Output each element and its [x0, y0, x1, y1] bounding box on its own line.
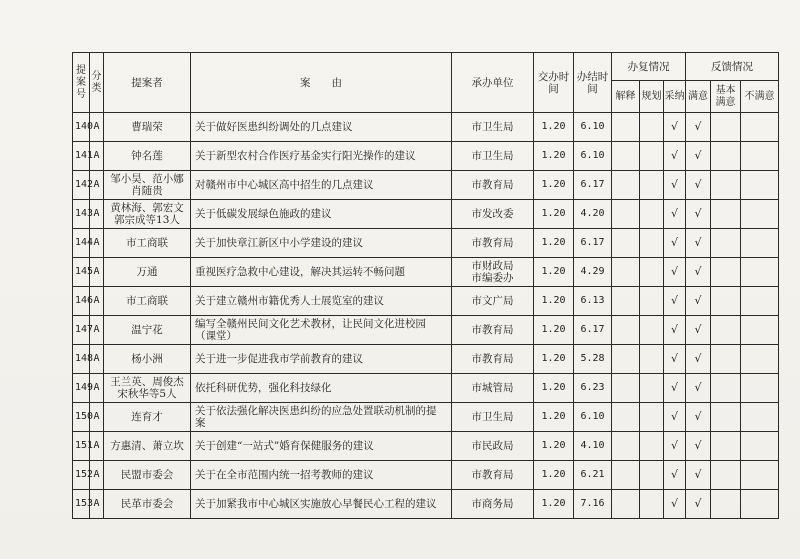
- table-row: [73, 461, 779, 490]
- cell-unit: 市教育局: [452, 229, 534, 258]
- cell-submit-time: 1.20: [534, 200, 574, 229]
- cell-proposer: 方惠清、萧立坎: [104, 432, 191, 461]
- col-header-feedback-basic: 基本满意: [711, 81, 741, 113]
- cell-id: 148: [73, 345, 90, 374]
- cell-reply-explain: [612, 171, 640, 200]
- cell-submit-time: 1.20: [534, 287, 574, 316]
- cell-unit: 市教育局: [452, 171, 534, 200]
- cell-reply-plan: [640, 316, 664, 345]
- cell-finish-time: 6.10: [574, 403, 612, 432]
- col-header-category: 分类: [90, 53, 104, 113]
- cell-reply-explain: [612, 403, 640, 432]
- cell-id: 141: [73, 142, 90, 171]
- cell-feedback-unsatisfied: [741, 171, 779, 200]
- cell-reply-adopt: √: [664, 258, 686, 287]
- cell-finish-time: 5.28: [574, 345, 612, 374]
- cell-submit-time: 1.20: [534, 461, 574, 490]
- cell-feedback-unsatisfied: [741, 229, 779, 258]
- cell-subject: 依托科研优势，强化科技绿化: [191, 374, 452, 403]
- cell-finish-time: 6.17: [574, 229, 612, 258]
- cell-proposer: 民盟市委会: [104, 461, 191, 490]
- table-header: [73, 53, 779, 113]
- cell-submit-time: 1.20: [534, 142, 574, 171]
- cell-category: A: [90, 287, 104, 316]
- cell-subject: 编写全赣州民间文化艺术教材，让民间文化进校园 （课堂）: [191, 316, 452, 345]
- cell-feedback-basic: [711, 345, 741, 374]
- cell-reply-explain: [612, 113, 640, 142]
- cell-finish-time: 6.17: [574, 316, 612, 345]
- cell-subject: 关于加快章江新区中小学建设的建议: [191, 229, 452, 258]
- cell-feedback-satisfied: √: [686, 287, 711, 316]
- cell-submit-time: 1.20: [534, 113, 574, 142]
- cell-category: A: [90, 432, 104, 461]
- cell-reply-plan: [640, 287, 664, 316]
- cell-feedback-basic: [711, 200, 741, 229]
- cell-reply-explain: [612, 200, 640, 229]
- cell-feedback-unsatisfied: [741, 461, 779, 490]
- table-row: [73, 374, 779, 403]
- cell-reply-adopt: √: [664, 403, 686, 432]
- col-header-id: 提案号: [73, 53, 90, 113]
- cell-unit: 市教育局: [452, 461, 534, 490]
- table-row: [73, 171, 779, 200]
- cell-reply-plan: [640, 432, 664, 461]
- cell-id: 152: [73, 461, 90, 490]
- col-header-feedback-satisfied: 满意: [686, 81, 711, 113]
- cell-category: A: [90, 113, 104, 142]
- cell-reply-explain: [612, 287, 640, 316]
- cell-unit: 市卫生局: [452, 403, 534, 432]
- cell-feedback-basic: [711, 403, 741, 432]
- cell-feedback-basic: [711, 490, 741, 519]
- cell-feedback-satisfied: √: [686, 171, 711, 200]
- cell-feedback-satisfied: √: [686, 432, 711, 461]
- table-row: [73, 142, 779, 171]
- cell-category: A: [90, 171, 104, 200]
- cell-reply-plan: [640, 374, 664, 403]
- cell-reply-explain: [612, 432, 640, 461]
- cell-reply-adopt: √: [664, 432, 686, 461]
- cell-finish-time: 4.29: [574, 258, 612, 287]
- cell-feedback-basic: [711, 374, 741, 403]
- cell-proposer: 市工商联: [104, 229, 191, 258]
- cell-subject: 关于建立赣州市籍优秀人士展览室的建议: [191, 287, 452, 316]
- cell-proposer: 邹小昊、范小娜 肖随贵: [104, 171, 191, 200]
- cell-reply-plan: [640, 171, 664, 200]
- cell-feedback-unsatisfied: [741, 490, 779, 519]
- cell-feedback-basic: [711, 113, 741, 142]
- col-header-submit-time: 交办时间: [534, 53, 574, 113]
- cell-feedback-unsatisfied: [741, 345, 779, 374]
- cell-feedback-satisfied: √: [686, 316, 711, 345]
- cell-reply-adopt: √: [664, 200, 686, 229]
- cell-feedback-satisfied: √: [686, 229, 711, 258]
- cell-category: A: [90, 229, 104, 258]
- cell-subject: 关于加紧我市中心城区实施放心早餐民心工程的建议: [191, 490, 452, 519]
- cell-feedback-basic: [711, 461, 741, 490]
- table-body: [73, 113, 779, 519]
- cell-reply-explain: [612, 461, 640, 490]
- cell-feedback-unsatisfied: [741, 200, 779, 229]
- cell-unit: 市发改委: [452, 200, 534, 229]
- cell-reply-adopt: √: [664, 316, 686, 345]
- cell-proposer: 连育才: [104, 403, 191, 432]
- cell-id: 150: [73, 403, 90, 432]
- cell-feedback-basic: [711, 229, 741, 258]
- cell-feedback-unsatisfied: [741, 374, 779, 403]
- cell-proposer: 曹瑞荣: [104, 113, 191, 142]
- proposal-table: [72, 52, 779, 519]
- cell-feedback-satisfied: √: [686, 200, 711, 229]
- cell-proposer: 杨小洲: [104, 345, 191, 374]
- cell-finish-time: 6.10: [574, 142, 612, 171]
- cell-id: 145: [73, 258, 90, 287]
- cell-reply-adopt: √: [664, 287, 686, 316]
- cell-unit: 市教育局: [452, 316, 534, 345]
- cell-feedback-unsatisfied: [741, 113, 779, 142]
- cell-feedback-basic: [711, 432, 741, 461]
- cell-finish-time: 7.16: [574, 490, 612, 519]
- cell-reply-plan: [640, 345, 664, 374]
- cell-reply-explain: [612, 142, 640, 171]
- cell-reply-explain: [612, 316, 640, 345]
- table-row: [73, 432, 779, 461]
- col-header-feedback-unsatisfied: 不满意: [741, 81, 779, 113]
- cell-category: A: [90, 374, 104, 403]
- cell-id: 149: [73, 374, 90, 403]
- col-header-reply-adopt: 采纳: [664, 81, 686, 113]
- cell-id: 153: [73, 490, 90, 519]
- cell-unit: 市文广局: [452, 287, 534, 316]
- cell-finish-time: 6.17: [574, 171, 612, 200]
- cell-category: A: [90, 316, 104, 345]
- table-row: [73, 258, 779, 287]
- cell-proposer: 民革市委会: [104, 490, 191, 519]
- cell-unit: 市民政局: [452, 432, 534, 461]
- cell-proposer: 温宁花: [104, 316, 191, 345]
- cell-reply-plan: [640, 229, 664, 258]
- table-row: [73, 113, 779, 142]
- cell-reply-plan: [640, 200, 664, 229]
- cell-feedback-unsatisfied: [741, 403, 779, 432]
- cell-reply-adopt: √: [664, 490, 686, 519]
- cell-reply-adopt: √: [664, 229, 686, 258]
- table-row: [73, 490, 779, 519]
- cell-submit-time: 1.20: [534, 258, 574, 287]
- cell-category: A: [90, 461, 104, 490]
- table-row: [73, 345, 779, 374]
- col-header-reply-plan: 规划: [640, 81, 664, 113]
- cell-proposer: 黄林海、郭宏文 郭宗成等13人: [104, 200, 191, 229]
- cell-feedback-basic: [711, 316, 741, 345]
- cell-reply-explain: [612, 490, 640, 519]
- cell-reply-adopt: √: [664, 142, 686, 171]
- cell-id: 146: [73, 287, 90, 316]
- cell-reply-plan: [640, 142, 664, 171]
- cell-unit: 市财政局 市编委办: [452, 258, 534, 287]
- col-header-reply-explain: 解释: [612, 81, 640, 113]
- cell-submit-time: 1.20: [534, 490, 574, 519]
- cell-unit: 市卫生局: [452, 113, 534, 142]
- cell-finish-time: 6.21: [574, 461, 612, 490]
- col-header-finish-time: 办结时间: [574, 53, 612, 113]
- cell-feedback-unsatisfied: [741, 432, 779, 461]
- cell-submit-time: 1.20: [534, 316, 574, 345]
- cell-submit-time: 1.20: [534, 345, 574, 374]
- cell-feedback-unsatisfied: [741, 287, 779, 316]
- cell-finish-time: 4.10: [574, 432, 612, 461]
- table-row: [73, 403, 779, 432]
- cell-id: 140: [73, 113, 90, 142]
- cell-submit-time: 1.20: [534, 432, 574, 461]
- cell-submit-time: 1.20: [534, 171, 574, 200]
- cell-category: A: [90, 403, 104, 432]
- cell-proposer: 钟名莲: [104, 142, 191, 171]
- table-row: [73, 200, 779, 229]
- cell-id: 143: [73, 200, 90, 229]
- cell-feedback-basic: [711, 142, 741, 171]
- cell-subject: 关于依法强化解决医患纠纷的应急处置联动机制的提 案: [191, 403, 452, 432]
- cell-reply-adopt: √: [664, 171, 686, 200]
- cell-feedback-satisfied: √: [686, 258, 711, 287]
- cell-subject: 关于进一步促进我市学前教育的建议: [191, 345, 452, 374]
- cell-category: A: [90, 490, 104, 519]
- cell-reply-explain: [612, 374, 640, 403]
- cell-reply-plan: [640, 461, 664, 490]
- cell-feedback-satisfied: √: [686, 345, 711, 374]
- cell-feedback-satisfied: √: [686, 461, 711, 490]
- cell-feedback-satisfied: √: [686, 113, 711, 142]
- col-header-proposer: 提案者: [104, 53, 191, 113]
- cell-category: A: [90, 345, 104, 374]
- cell-unit: 市城管局: [452, 374, 534, 403]
- cell-subject: 关于创建“一站式”婚育保健服务的建议: [191, 432, 452, 461]
- cell-subject: 关于做好医患纠纷调处的几点建议: [191, 113, 452, 142]
- table-row: [73, 316, 779, 345]
- cell-proposer: 王兰英、周俊杰 宋秋华等5人: [104, 374, 191, 403]
- cell-category: A: [90, 200, 104, 229]
- col-header-reply-group: 办复情况: [612, 53, 686, 81]
- cell-feedback-satisfied: √: [686, 403, 711, 432]
- cell-finish-time: 6.10: [574, 113, 612, 142]
- cell-reply-adopt: √: [664, 374, 686, 403]
- cell-feedback-unsatisfied: [741, 258, 779, 287]
- cell-submit-time: 1.20: [534, 403, 574, 432]
- cell-id: 151: [73, 432, 90, 461]
- col-header-subject: 案 由: [191, 53, 452, 113]
- cell-id: 147: [73, 316, 90, 345]
- cell-subject: 重视医疗急救中心建设，解决其运转不畅问题: [191, 258, 452, 287]
- cell-feedback-basic: [711, 171, 741, 200]
- cell-reply-explain: [612, 345, 640, 374]
- cell-unit: 市教育局: [452, 345, 534, 374]
- cell-unit: 市卫生局: [452, 142, 534, 171]
- cell-finish-time: 6.13: [574, 287, 612, 316]
- cell-feedback-basic: [711, 258, 741, 287]
- cell-feedback-satisfied: √: [686, 374, 711, 403]
- cell-reply-plan: [640, 403, 664, 432]
- cell-category: A: [90, 142, 104, 171]
- cell-subject: 关于低碳发展绿色施政的建议: [191, 200, 452, 229]
- cell-submit-time: 1.20: [534, 374, 574, 403]
- cell-reply-explain: [612, 229, 640, 258]
- col-header-unit: 承办单位: [452, 53, 534, 113]
- cell-unit: 市商务局: [452, 490, 534, 519]
- cell-reply-plan: [640, 113, 664, 142]
- cell-feedback-unsatisfied: [741, 316, 779, 345]
- cell-id: 142: [73, 171, 90, 200]
- table-row: [73, 229, 779, 258]
- table-row: [73, 287, 779, 316]
- cell-reply-plan: [640, 490, 664, 519]
- cell-feedback-unsatisfied: [741, 142, 779, 171]
- cell-proposer: 万通: [104, 258, 191, 287]
- cell-id: 144: [73, 229, 90, 258]
- cell-finish-time: 6.23: [574, 374, 612, 403]
- cell-finish-time: 4.20: [574, 200, 612, 229]
- cell-reply-plan: [640, 258, 664, 287]
- cell-subject: 对赣州市中心城区高中招生的几点建议: [191, 171, 452, 200]
- cell-submit-time: 1.20: [534, 229, 574, 258]
- cell-reply-adopt: √: [664, 113, 686, 142]
- cell-subject: 关于在全市范围内统一招考教师的建议: [191, 461, 452, 490]
- cell-reply-adopt: √: [664, 461, 686, 490]
- cell-subject: 关于新型农村合作医疗基金实行阳光操作的建议: [191, 142, 452, 171]
- cell-reply-explain: [612, 258, 640, 287]
- cell-feedback-satisfied: √: [686, 142, 711, 171]
- cell-feedback-satisfied: √: [686, 490, 711, 519]
- cell-feedback-basic: [711, 287, 741, 316]
- cell-reply-adopt: √: [664, 345, 686, 374]
- col-header-feedback-group: 反馈情况: [686, 53, 779, 81]
- cell-proposer: 市工商联: [104, 287, 191, 316]
- cell-category: A: [90, 258, 104, 287]
